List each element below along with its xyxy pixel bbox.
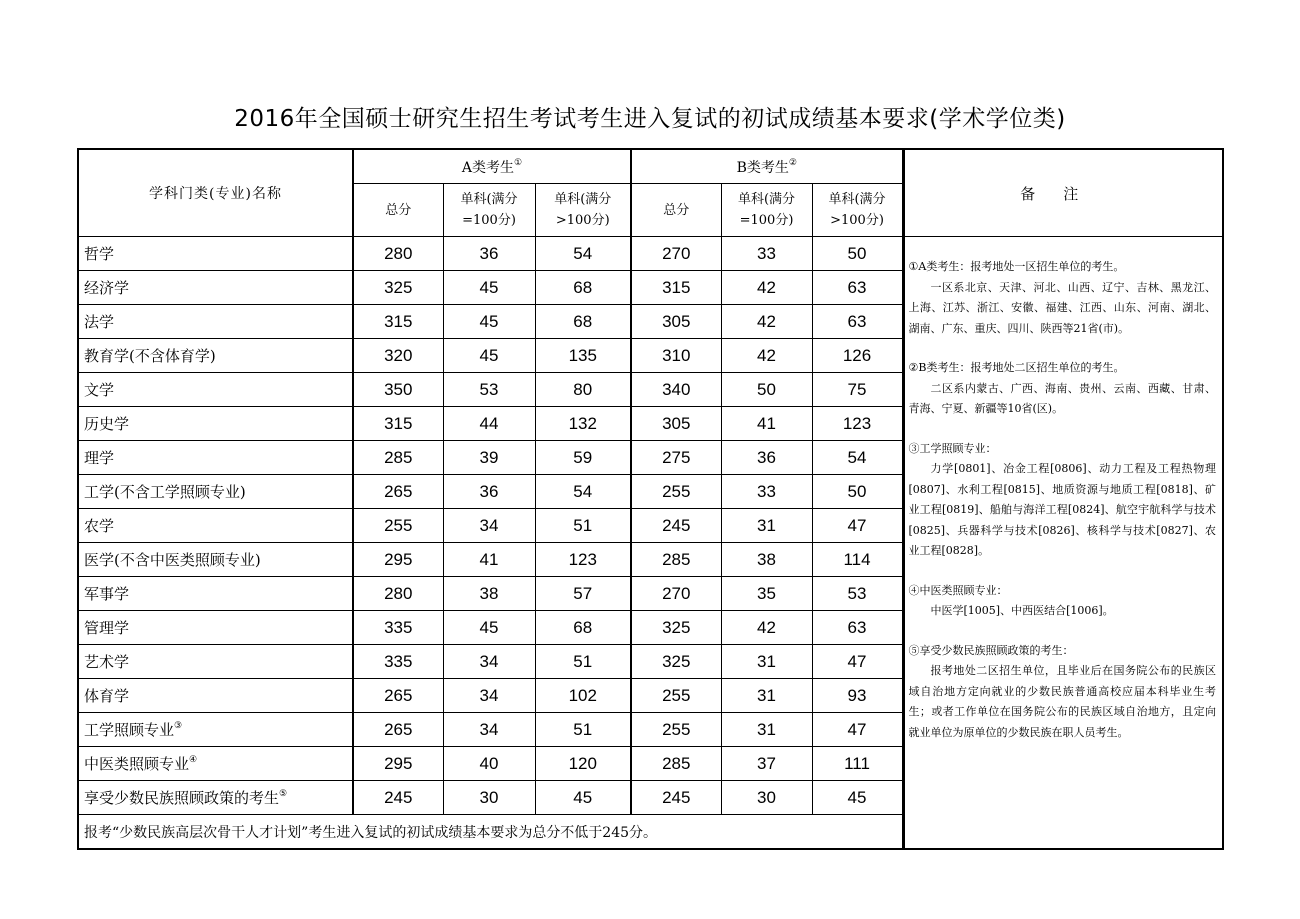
subject-label: 工学(不含工学照顾专业) — [84, 483, 246, 501]
note-block — [909, 641, 1217, 744]
table-row — [78, 237, 1223, 271]
note-block — [909, 257, 1217, 339]
a-total-cell: 265 — [353, 713, 443, 747]
a-single-gt100-cell: 57 — [535, 577, 631, 611]
a-single-100-cell: 40 — [443, 747, 535, 781]
b-single-100-cell: 31 — [721, 645, 812, 679]
b-single-gt100-cell: 114 — [812, 543, 903, 577]
a-single-gt100-cell: 51 — [535, 713, 631, 747]
a-total-cell: 265 — [353, 679, 443, 713]
subject-name — [78, 577, 353, 611]
b-total-cell: 255 — [631, 679, 721, 713]
subject-label: 经济学 — [84, 279, 130, 297]
b-single-100-cell: 42 — [721, 271, 812, 305]
subject-name — [78, 543, 353, 577]
note-heading: ①A类考生：报考地处一区招生单位的考生。 — [908, 260, 1125, 273]
a-single-100-cell: 45 — [443, 271, 535, 305]
subject-label: 理学 — [84, 449, 115, 467]
a-single-100-cell: 45 — [443, 305, 535, 339]
note-body: 力学[0801]、冶金工程[0806]、动力工程及工程热物理[0807]、水利工程[0815]、地质资源与地质工程[0818]、矿业工程[0819]、船舶与海洋工程[0824]、航空宇航科学与技术[0825]、兵器科学与技术[0826]、核科学与技术[0827]、农业工程[0828]。 — [908, 462, 1217, 557]
a-single-100-cell: 34 — [443, 509, 535, 543]
a-total-cell: 295 — [353, 747, 443, 781]
subject-name — [78, 611, 353, 645]
note-heading: ③工学照顾专业： — [908, 441, 997, 455]
b-total-cell: 325 — [631, 645, 721, 679]
a-single-gt100-cell: 120 — [535, 747, 631, 781]
b-single-gt100-cell: 50 — [812, 237, 903, 271]
b-single-gt100-cell: 123 — [812, 407, 903, 441]
b-total-cell: 245 — [631, 781, 721, 815]
subject-label: 历史学 — [84, 415, 130, 433]
b-single-gt100-cell: 47 — [812, 509, 903, 543]
subject-name — [78, 407, 353, 441]
a-single-100-cell: 34 — [443, 679, 535, 713]
subject-column-header: 学科门类(专业)名称 — [78, 149, 353, 237]
b-single-100-cell: 42 — [721, 339, 812, 373]
note-body: 中医学[1005]、中西医结合[1006]。 — [930, 604, 1114, 617]
subject-name — [78, 747, 353, 781]
a-single-gt100-cell: 68 — [535, 305, 631, 339]
subject-label: 享受少数民族照顾政策的考生 — [84, 789, 280, 807]
a-single-100-cell: 45 — [443, 611, 535, 645]
subject-mark: ④ — [189, 755, 198, 765]
b-single-100-cell: 42 — [721, 611, 812, 645]
a-single-100-cell: 30 — [443, 781, 535, 815]
b-total-cell: 255 — [631, 475, 721, 509]
b-single-gt100-cell: 111 — [812, 747, 903, 781]
b-total-cell: 305 — [631, 305, 721, 339]
b-single-gt100-cell: 93 — [812, 679, 903, 713]
subject-label: 哲学 — [84, 245, 115, 263]
a-single-gt100-cell: 59 — [535, 441, 631, 475]
note-block — [909, 358, 1217, 420]
subject-label: 管理学 — [84, 619, 130, 637]
subject-name — [78, 441, 353, 475]
b-single-gt100-cell: 63 — [812, 305, 903, 339]
a-single-gt100-cell: 123 — [535, 543, 631, 577]
b-total-cell: 270 — [631, 577, 721, 611]
subject-name — [78, 713, 353, 747]
notes-column-header: 备注 — [903, 149, 1223, 237]
subject-name — [78, 339, 353, 373]
b-single-gt100-cell: 47 — [812, 645, 903, 679]
a-single-100-cell: 39 — [443, 441, 535, 475]
a-single-100-cell: 53 — [443, 373, 535, 407]
a-single-gt100-cell: 54 — [535, 237, 631, 271]
a-total-cell: 285 — [353, 441, 443, 475]
b-single-100-cell: 50 — [721, 373, 812, 407]
b-single-100-cell: 38 — [721, 543, 812, 577]
subject-label: 医学(不含中医类照顾专业) — [84, 551, 261, 569]
a-single-gt100-cell: 135 — [535, 339, 631, 373]
b-total-cell: 255 — [631, 713, 721, 747]
a-single-100-cell: 36 — [443, 475, 535, 509]
b-single-gt100-cell: 63 — [812, 611, 903, 645]
b-single-100-cell: 33 — [721, 475, 812, 509]
b-single-gt100-cell: 54 — [812, 441, 903, 475]
b-single-gt100-cell: 75 — [812, 373, 903, 407]
subject-name — [78, 645, 353, 679]
a-single-gt100-line2: >100分) — [555, 213, 610, 228]
subject-mark: ③ — [174, 721, 183, 731]
a-total-cell: 315 — [353, 305, 443, 339]
a-total-cell: 335 — [353, 645, 443, 679]
b-total-cell: 315 — [631, 271, 721, 305]
a-single-100-cell: 45 — [443, 339, 535, 373]
a-total-cell: 280 — [353, 237, 443, 271]
group-a-label: A类考生 — [461, 159, 515, 176]
b-total-cell: 245 — [631, 509, 721, 543]
b-single-gt100-cell: 47 — [812, 713, 903, 747]
b-single-100-cell: 31 — [721, 509, 812, 543]
a-single-gt100-header — [535, 184, 631, 237]
a-single-100-cell: 34 — [443, 645, 535, 679]
b-single-gt100-cell: 45 — [812, 781, 903, 815]
group-a-mark: ① — [514, 157, 523, 168]
subject-label: 农学 — [84, 517, 115, 535]
a-single-gt100-cell: 51 — [535, 509, 631, 543]
a-single-100-header — [443, 184, 535, 237]
b-single-gt100-header — [812, 184, 903, 237]
table-body — [78, 237, 1223, 850]
b-single-100-cell: 31 — [721, 713, 812, 747]
a-single-gt100-line1: 单科(满分 — [554, 192, 612, 207]
subject-name — [78, 305, 353, 339]
a-total-cell: 350 — [353, 373, 443, 407]
a-single-gt100-cell: 68 — [535, 271, 631, 305]
a-total-cell: 295 — [353, 543, 443, 577]
a-total-cell: 315 — [353, 407, 443, 441]
a-single-100-line1: 单科(满分 — [460, 192, 518, 207]
note-body: 报考地处二区招生单位，且毕业后在国务院公布的民族区域自治地方定向就业的少数民族普通高校应届本科毕业生考生；或者工作单位在国务院公布的民族区域自治地方，且定向就业单位为原单位的少数民族在职人员考生。 — [908, 664, 1217, 739]
b-single-100-cell: 30 — [721, 781, 812, 815]
a-single-gt100-cell: 51 — [535, 645, 631, 679]
b-single-100-cell: 37 — [721, 747, 812, 781]
b-single-100-cell: 42 — [721, 305, 812, 339]
a-total-cell: 320 — [353, 339, 443, 373]
a-single-gt100-cell: 45 — [535, 781, 631, 815]
b-single-gt100-cell: 50 — [812, 475, 903, 509]
b-single-100-cell: 31 — [721, 679, 812, 713]
note-heading: ⑤享受少数民族照顾政策的考生： — [908, 643, 1074, 657]
a-single-gt100-cell: 102 — [535, 679, 631, 713]
b-single-100-cell: 35 — [721, 577, 812, 611]
footnote-text: 报考“少数民族高层次骨干人才计划”考生进入复试的初试成绩基本要求为总分不低于245分。 — [78, 815, 903, 850]
subject-name — [78, 679, 353, 713]
b-total-cell: 285 — [631, 747, 721, 781]
b-total-cell: 340 — [631, 373, 721, 407]
page-title: 2016年全国硕士研究生招生考试考生进入复试的初试成绩基本要求(学术学位类) — [234, 106, 1066, 132]
a-total-cell: 325 — [353, 271, 443, 305]
b-single-100-cell: 33 — [721, 237, 812, 271]
a-total-cell: 265 — [353, 475, 443, 509]
group-a-header — [353, 149, 631, 184]
b-total-cell: 325 — [631, 611, 721, 645]
subject-name — [78, 373, 353, 407]
b-single-100-header — [721, 184, 812, 237]
a-single-100-cell: 34 — [443, 713, 535, 747]
note-body: 二区系内蒙古、广西、海南、贵州、云南、西藏、甘肃、青海、宁夏、新疆等10省(区)。 — [908, 381, 1217, 415]
note-block — [909, 581, 1217, 622]
subject-mark: ⑤ — [279, 789, 288, 799]
note-heading: ④中医类照顾专业： — [908, 583, 1008, 597]
subject-label: 工学照顾专业 — [84, 721, 175, 739]
subject-name — [78, 509, 353, 543]
b-single-gt100-cell: 53 — [812, 577, 903, 611]
subject-label: 体育学 — [84, 687, 130, 705]
a-total-cell: 245 — [353, 781, 443, 815]
b-single-100-cell: 41 — [721, 407, 812, 441]
a-total-header: 总分 — [353, 184, 443, 237]
b-single-gt100-cell: 126 — [812, 339, 903, 373]
group-b-label: B类考生 — [736, 159, 789, 176]
subject-label: 中医类照顾专业 — [84, 755, 190, 773]
notes-cell — [903, 237, 1223, 850]
a-single-gt100-cell: 68 — [535, 611, 631, 645]
b-total-cell: 285 — [631, 543, 721, 577]
a-single-100-cell: 44 — [443, 407, 535, 441]
b-single-100-line2: =100分) — [739, 213, 794, 228]
a-single-100-cell: 36 — [443, 237, 535, 271]
score-requirements-table — [77, 148, 1224, 850]
note-body: 一区系北京、天津、河北、山西、辽宁、吉林、黑龙江、上海、江苏、浙江、安徽、福建、江西、山东、河南、湖北、湖南、广东、重庆、四川、陕西等21省(市)。 — [908, 280, 1217, 335]
subject-name — [78, 271, 353, 305]
subject-label: 艺术学 — [84, 653, 130, 671]
subject-name — [78, 237, 353, 271]
group-b-mark: ② — [788, 157, 797, 168]
subject-label: 法学 — [84, 313, 115, 331]
a-total-cell: 280 — [353, 577, 443, 611]
b-total-cell: 275 — [631, 441, 721, 475]
b-single-100-cell: 36 — [721, 441, 812, 475]
note-heading: ②B类考生：报考地处二区招生单位的考生。 — [908, 361, 1125, 374]
a-single-100-cell: 38 — [443, 577, 535, 611]
b-single-gt100-cell: 63 — [812, 271, 903, 305]
a-single-gt100-cell: 80 — [535, 373, 631, 407]
group-b-header — [631, 149, 903, 184]
b-single-gt100-line1: 单科(满分 — [828, 192, 886, 207]
subject-name — [78, 781, 353, 815]
a-single-gt100-cell: 132 — [535, 407, 631, 441]
a-total-cell: 255 — [353, 509, 443, 543]
a-single-100-cell: 41 — [443, 543, 535, 577]
b-total-cell: 270 — [631, 237, 721, 271]
subject-label: 军事学 — [84, 585, 130, 603]
a-single-gt100-cell: 54 — [535, 475, 631, 509]
b-single-gt100-line2: >100分) — [830, 213, 884, 228]
b-single-100-line1: 单科(满分 — [737, 192, 796, 207]
a-total-cell: 335 — [353, 611, 443, 645]
subject-label: 文学 — [84, 381, 115, 399]
a-single-100-line2: =100分) — [462, 213, 516, 228]
b-total-header: 总分 — [631, 184, 721, 237]
b-total-cell: 310 — [631, 339, 721, 373]
note-block — [909, 439, 1217, 562]
subject-label: 教育学(不含体育学) — [84, 347, 216, 365]
subject-name — [78, 475, 353, 509]
b-total-cell: 305 — [631, 407, 721, 441]
